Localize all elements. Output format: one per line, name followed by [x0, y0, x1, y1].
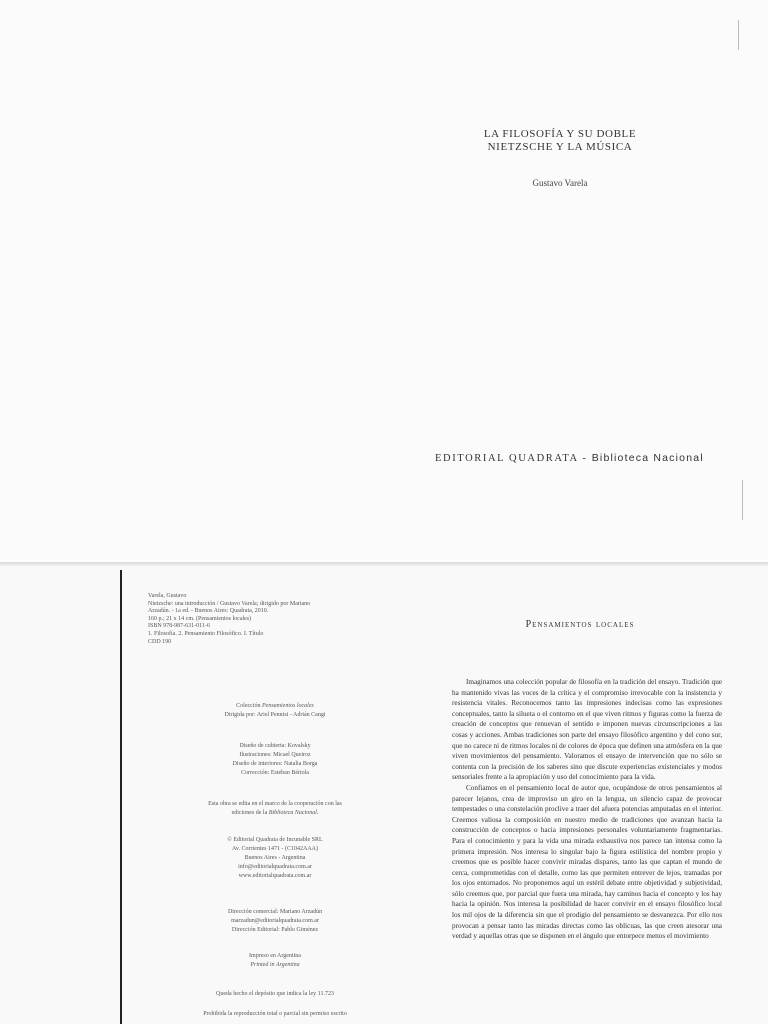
collection-line [160, 702, 390, 711]
direction-line: Dirección Editorial: Pablo Giménez [231, 927, 319, 933]
publisher-name: EDITORIAL QUADRATA [435, 453, 579, 464]
direction-line: Dirección comercial: Mariano Arzadún [227, 909, 323, 915]
book-title-line-1: LA FILOSOFÍA Y SU DOBLE [483, 128, 637, 140]
address-line: © Editorial Quadrata de Incunable SRL [227, 837, 323, 843]
cip-line: Nietzsche: una introducción / Gustavo Varela; dirigido por Mariano [148, 600, 311, 607]
publisher-line [435, 452, 704, 464]
directed-by: Dirigida por: Ariel Pennisi - Adrián Cangi [224, 712, 326, 718]
book-title-line-2: NIETZSCHE Y LA MÚSICA [487, 141, 633, 153]
direction-credits [160, 908, 390, 935]
direction-line: marzadun@editorialquadrata.com.ar [231, 918, 319, 924]
cip-line: Arzadún. - 1a ed. - Buenos Aires: Quadrata, 2010. [148, 608, 269, 615]
credit-line: Diseño de interiores: Natalia Borga [232, 761, 318, 767]
cip-line: ISBN 978-987-631-011-6 [148, 623, 210, 630]
design-credits [160, 742, 390, 778]
coop-prefix: ediciones de la [231, 810, 269, 816]
cip-line: CDD 190 [148, 638, 172, 645]
cip-line: Varela, Gustavo [148, 593, 187, 599]
author-name: Gustavo Varela [532, 178, 588, 188]
address-line: info@editorialquadrata.com.ar [238, 864, 312, 870]
page-edge [120, 570, 122, 1024]
collection-name: Pensamientos locales [262, 703, 314, 709]
credit-line: Diseño de cubierta: Kovalsky [239, 743, 311, 749]
copyright-prohibition: Prohibida la reproducción total o parcial sin permiso escrito [203, 1011, 347, 1017]
collection-essay [452, 677, 722, 942]
address-line: Av. Corrientes 1471 - (C1042AAA) [232, 846, 318, 852]
printing-info [160, 952, 390, 970]
section-heading: Pensamientos locales [525, 619, 635, 630]
library-italic: Biblioteca Nacional. [268, 810, 319, 816]
publisher-address [160, 836, 390, 881]
library-name: Biblioteca Nacional [591, 452, 704, 464]
publisher-separator: - [578, 453, 592, 464]
scan-mark [742, 480, 743, 520]
address-line: www.editorialquadrata.com.ar [238, 873, 312, 879]
printed-spanish: Impreso en Argentina [249, 953, 301, 959]
credit-line: Corrección: Esteban Bértola [241, 770, 309, 776]
collection-prefix: Colección [236, 703, 262, 709]
collection-credit [160, 702, 390, 720]
printed-english: Printed in Argentina [250, 962, 300, 968]
credit-line: Ilustraciones: Micael Queiroz [239, 752, 311, 758]
scan-mark [738, 20, 739, 50]
legal-deposit: Queda hecho el depósito que indica la ley 11.723 [216, 991, 334, 997]
coop-line: Esta obra se edita en el marco de la cooperación con las [208, 801, 342, 807]
cooperation-note [160, 800, 390, 818]
essay-paragraph: Confiamos en el pensamiento local de autor que, ocupándose de otros pensamientos al parecer lejanos, crea de improviso un giro en la lengua, un silencio capaz de provocar tempestades o una constelación proclive a traer del afuera potencias amputadas en el interior. Creemos valiosa la composición en nuestro medio de tradiciones que avanzan hacia la construcción de conceptos o hacia impresiones personales voluntariamente fragmentarias. Para el conocimiento y para la vida una mirada exhaustiva nos parece tan intensa como la primera impresión. Nos interesa lo singular bajo la figura estilística del nombre propio y creemos que es posible hacer convivir miradas dispares, tanto las que captan el mundo de cerca, comprometidas con el detalle, como las que permiten entrever de lejos, tramadas por los ojos entornados. No proponemos aquí un estéril debate entre objetividad y subjetividad, sólo creemos que, por parcial que fuera una mirada, hay caminos hacia el concepto y los hay hacia la opinión. Nos interesa la posibilidad de hacer convivir en el ensayo filosófico local los mil ojos de la diferencia sin que el prodigio del pensamiento se desvanezca. Por ello nos provocan a pensar tanto las miradas directas como las oblicuas, las que creen atesorar una verdad y aquellas otras que se disponen en el ángulo que entorpece menos el movimiento [452, 783, 722, 941]
cip-line: 160 p.; 21 x 14 cm. (Pensamientos locales) [148, 615, 252, 622]
cip-line: 1. Filosofía. 2. Pensamiento Filosófico. I. Título [148, 630, 264, 637]
address-line: Buenos Aires - Argentina [244, 855, 306, 861]
coop-line-2 [160, 809, 390, 818]
essay-paragraph: Imaginamos una colección popular de filosofía en la tradición del ensayo. Tradición que ha mantenido vivas las voces de la crítica y el compromiso irrevocable con la insistencia y resistencia vitales. Reconocemos tanto las impresiones indecisas como las expresiones conceptuales, tanto la silueta o el contorno en el que viven ritmos y figuras como la fuerza de creación de conceptos que renuevan el sentido e imponen nuevas circunscripciones a las cosas y acciones. Ambas tradiciones son parte del ensayo filosófico argentino y del cono sur, que no carece ni de ritmos locales ni de colores de época que definen una atmósfera en la que viven movimientos del pensamiento. Valoramos el ensayo de intervención que no sólo se contenta con la precisión de los saberes sino que discute experiencias existenciales y modos sensoriales frente a la apropiación y uso del conocimiento para la vida. [452, 678, 722, 782]
cip-record [148, 593, 388, 646]
